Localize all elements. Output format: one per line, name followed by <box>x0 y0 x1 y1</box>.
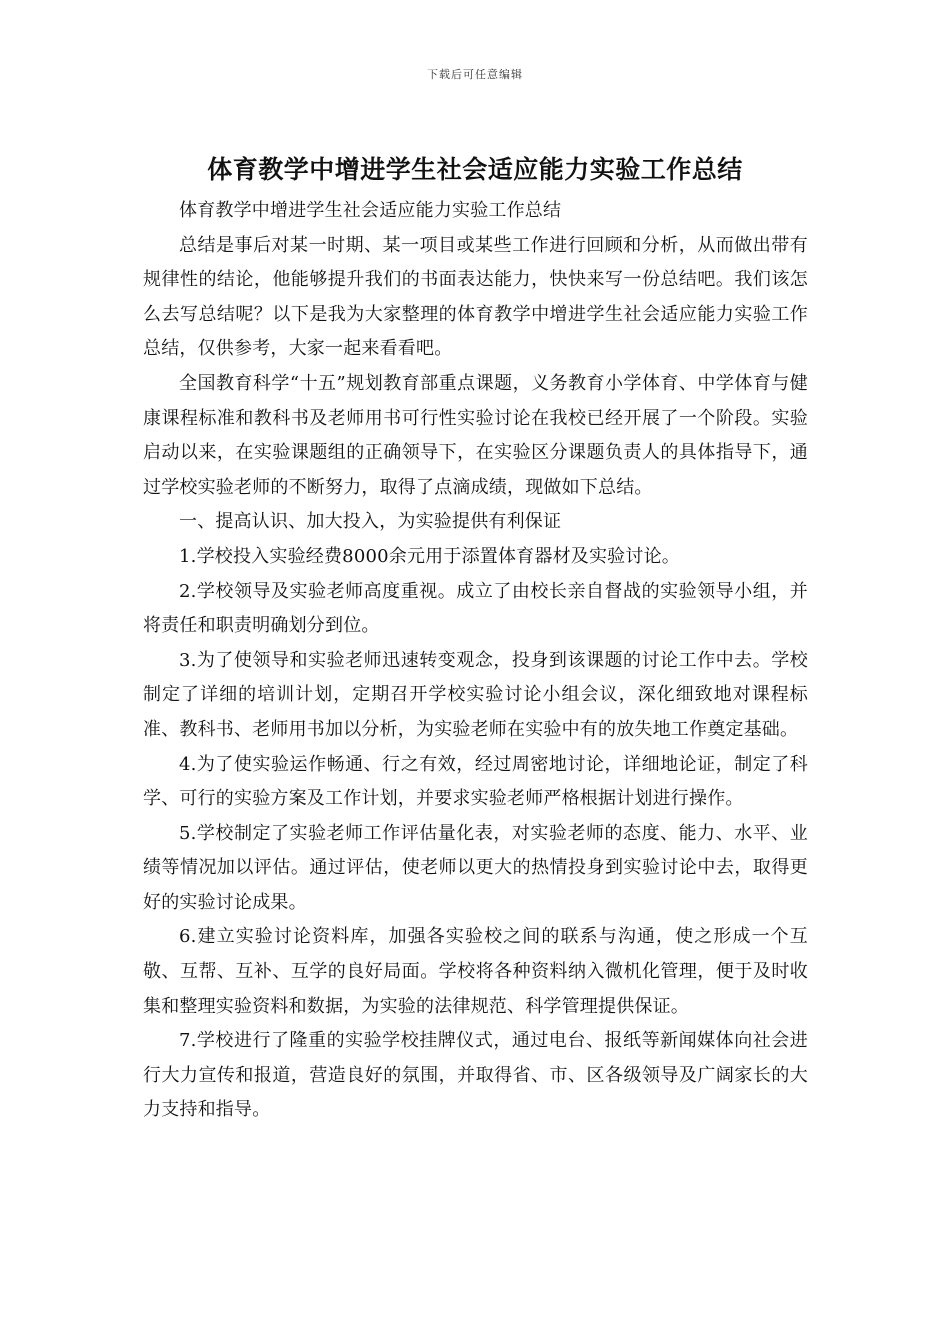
list-item-3: 3.为了使领导和实验老师迅速转变观念，投身到该课题的讨论工作中去。学校制定了详细的培训计划，定期召开学校实验讨论小组会议，深化细致地对课程标准、教科书、老师用书加以分析，为实验老师在实验中有的放失地工作奠定基础。 <box>143 649 808 740</box>
list-item-4: 4.为了使实验运作畅通、行之有效，经过周密地讨论，详细地论证，制定了科学、可行的实验方案及工作计划，并要求实验老师严格根据计划进行操作。 <box>143 753 808 810</box>
document-body <box>143 194 808 1128</box>
paragraph-intro: 总结是事后对某一时期、某一项目或某些工作进行回顾和分析，从而做出带有规律性的结论，他能够提升我们的书面表达能力，快快来写一份总结吧。我们该怎么去写总结呢？以下是我为大家整理的体育教学中增进学生社会适应能力实验工作总结，仅供参考，大家一起来看看吧。 <box>143 234 808 360</box>
list-item-2: 2.学校领导及实验老师高度重视。成立了由校长亲自督战的实验领导小组，并将责任和职责明确划分到位。 <box>143 580 808 637</box>
paragraph-background: 全国教育科学“十五”规划教育部重点课题，义务教育小学体育、中学体育与健康课程标准和教科书及老师用书可行性实验讨论在我校已经开展了一个阶段。实验启动以来，在实验课题组的正确领导下，在实验区分课题负责人的具体指导下，通过学校实验老师的不断努力，取得了点滴成绩，现做如下总结。 <box>143 372 808 498</box>
paragraph-subtitle: 体育教学中增进学生社会适应能力实验工作总结 <box>179 200 562 221</box>
document-title: 体育教学中增进学生社会适应能力实验工作总结 <box>207 155 743 184</box>
list-item-1: 1.学校投入实验经费8000余元用于添置体育器材及实验讨论。 <box>179 545 680 567</box>
list-item-5: 5.学校制定了实验老师工作评估量化表，对实验老师的态度、能力、水平、业绩等情况加以评估。通过评估，使老师以更大的热情投身到实验讨论中去，取得更好的实验讨论成果。 <box>143 822 808 913</box>
list-item-7: 7.学校进行了隆重的实验学校挂牌仪式，通过电台、报纸等新闻媒体向社会进行大力宣传和报道，营造良好的氛围，并取得省、市、区各级领导及广阔家长的大力支持和指导。 <box>143 1030 808 1121</box>
header-note: 下载后可任意编辑 <box>427 68 523 81</box>
list-item-6: 6.建立实验讨论资料库，加强各实验校之间的联系与沟通，使之形成一个互敬、互帮、互补、互学的良好局面。学校将各种资料纳入微机化管理，便于及时收集和整理实验资料和数据，为实验的法律规范、科学管理提供保证。 <box>143 926 808 1017</box>
section-heading-1: 一、提高认识、加大投入，为实验提供有利保证 <box>179 511 562 533</box>
